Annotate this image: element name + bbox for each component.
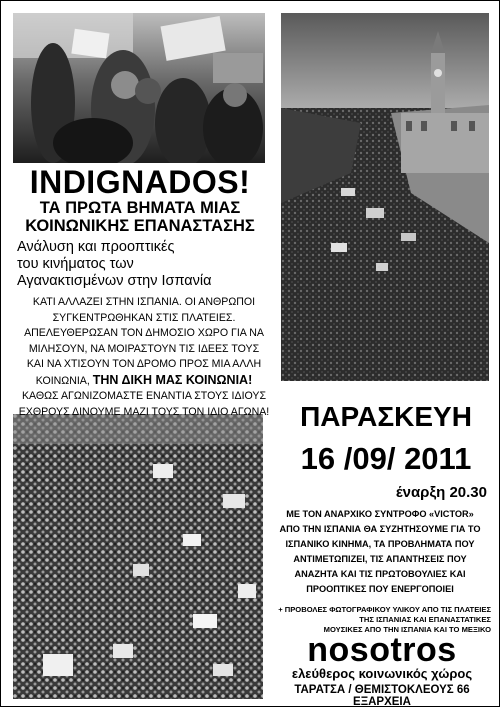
intro-line: ΕΧΘΡΟΥΣ ΔΙΝΟΥΜΕ ΜΑΖΙ ΤΟΥΣ ΤΟΝ ΙΔΙΟ ΑΓΩΝΑ! <box>18 405 270 418</box>
analysis-line: Ανάλυση και προοπτικές <box>17 239 175 255</box>
venue-tagline: ελεύθερος κοινωνικός χώρος <box>291 666 473 681</box>
event-description <box>269 507 491 597</box>
intro-line: ΑΠΕΛΕΥΘΕΡΩΣΑΝ ΤΟΝ ΔΗΜΟΣΙΟ ΧΩΡΟ ΓΙΑ ΝΑ <box>24 327 264 339</box>
extras-line: + ΠΡΟΒΟΛΕΣ ΦΩΤΟΓΡΑΦΙΚΟΥ ΥΛΙΚΟΥ ΑΠΟ ΤΙΣ ΠΛΑΤΕΙΕΣ <box>278 605 491 614</box>
extras-line: ΤΗΣ ΙΣΠΑΝΙΑΣ ΚΑΙ ΕΠΑΝΑΣΤΑΤΙΚΕΣ <box>359 615 491 624</box>
embrace-photo <box>13 13 265 163</box>
analysis-line: Αγανακτισμένων στην Ισπανία <box>17 273 212 289</box>
poster-subtitle <box>15 199 265 235</box>
intro-line: ΣΥΓΚΕΝΤΡΩΘΗΚΑΝ ΣΤΙΣ ΠΛΑΤΕΙΕΣ. <box>52 311 236 324</box>
venue-address: ΤΑΡΑΤΣΑ / ΘΕΜΙΣΤΟΚΛΕΟΥΣ 66 ΕΞΑΡΧΕΙΑ <box>294 684 470 707</box>
intro-emphasis: ΤΗΝ ΔΙΚΗ ΜΑΣ ΚΟΙΝΩΝΙΑ! <box>92 372 253 387</box>
description-line: ΠΡΟΟΠΤΙΚΕΣ ΠΟΥ ΕΝΕΡΓΟΠΟΙΕΙ <box>306 584 454 594</box>
intro-line <box>13 373 275 390</box>
analysis-line: του κινήματος των <box>17 256 134 272</box>
analysis-text <box>17 239 267 290</box>
event-day: ΠΑΡΑΣΚΕΥΗ <box>300 401 472 432</box>
poster-title: INDIGNADOS! <box>29 164 251 200</box>
description-line: ΑΠΟ ΤΗΝ ΙΣΠΑΝΙΑ ΘΑ ΣΥΖΗΤΗΣΟΥΜΕ ΓΙΑ ΤΟ <box>279 524 481 534</box>
intro-line: ΜΙΛΗΣΟΥΝ, ΝΑ ΜΟΙΡΑΣΤΟΥΝ ΤΙΣ ΙΔΕΕΣ ΤΟΥΣ <box>28 342 260 355</box>
square-aerial-photo <box>281 13 489 381</box>
event-date: 16 /09/ 2011 <box>300 441 472 476</box>
subtitle-line: ΚΟΙΝΩΝΙΚΗΣ ΕΠΑΝΑΣΤΑΣΗΣ <box>25 217 255 235</box>
protest-crowd-photo <box>13 414 263 699</box>
intro-line: ΚΑΙ ΝΑ ΧΤΙΣΟΥΝ ΤΟΝ ΔΡΟΜΟ ΠΡΟΣ ΜΙΑ ΑΛΛΗ <box>26 358 262 370</box>
intro-line-start: ΚΟΙΝΩΝΙΑ, <box>35 374 93 387</box>
intro-paragraph <box>13 295 275 420</box>
description-line: ΑΝΤΙΜΕΤΩΠΙΖΕΙ, ΤΙΣ ΑΠΑΝΤΗΣΕΙΣ ΠΟΥ <box>293 554 467 564</box>
event-start-time: έναρξη 20.30 <box>395 484 487 501</box>
intro-line: ΚΑΘΩΣ ΑΓΩΝΙΖΟΜΑΣΤΕ ΕΝΑΝΤΙΑ ΣΤΟΥΣ ΙΔΙΟΥΣ <box>21 390 267 402</box>
description-line: ΑΝΑΖΗΤΑ ΚΑΙ ΤΙΣ ΠΡΩΤΟΒΟΥΛΙΕΣ ΚΑΙ <box>294 569 466 579</box>
description-line: ΙΣΠΑΝΙΚΟ ΚΙΝΗΜΑ, ΤΑ ΠΡΟΒΛΗΜΑΤΑ ΠΟΥ <box>285 539 475 549</box>
description-line: ΜΕ ΤΟΝ ΑΝΑΡΧΙΚΟ ΣΥΝΤΡΟΦΟ «VICTOR» <box>286 509 474 519</box>
venue-name: nosotros <box>307 631 457 669</box>
extras-line: ΜΟΥΣΙΚΕΣ ΑΠΟ ΤΗΝ ΙΣΠΑΝΙΑ ΚΑΙ ΤΟ ΜΕΞΙΚΟ <box>323 625 491 634</box>
intro-line: ΚΑΤΙ ΑΛΛΑΖΕΙ ΣΤΗΝ ΙΣΠΑΝΙΑ. ΟΙ ΑΝΘΡΩΠΟΙ <box>32 296 256 308</box>
subtitle-line: ΤΑ ΠΡΩΤΑ ΒΗΜΑΤΑ ΜΙΑΣ <box>39 199 241 217</box>
